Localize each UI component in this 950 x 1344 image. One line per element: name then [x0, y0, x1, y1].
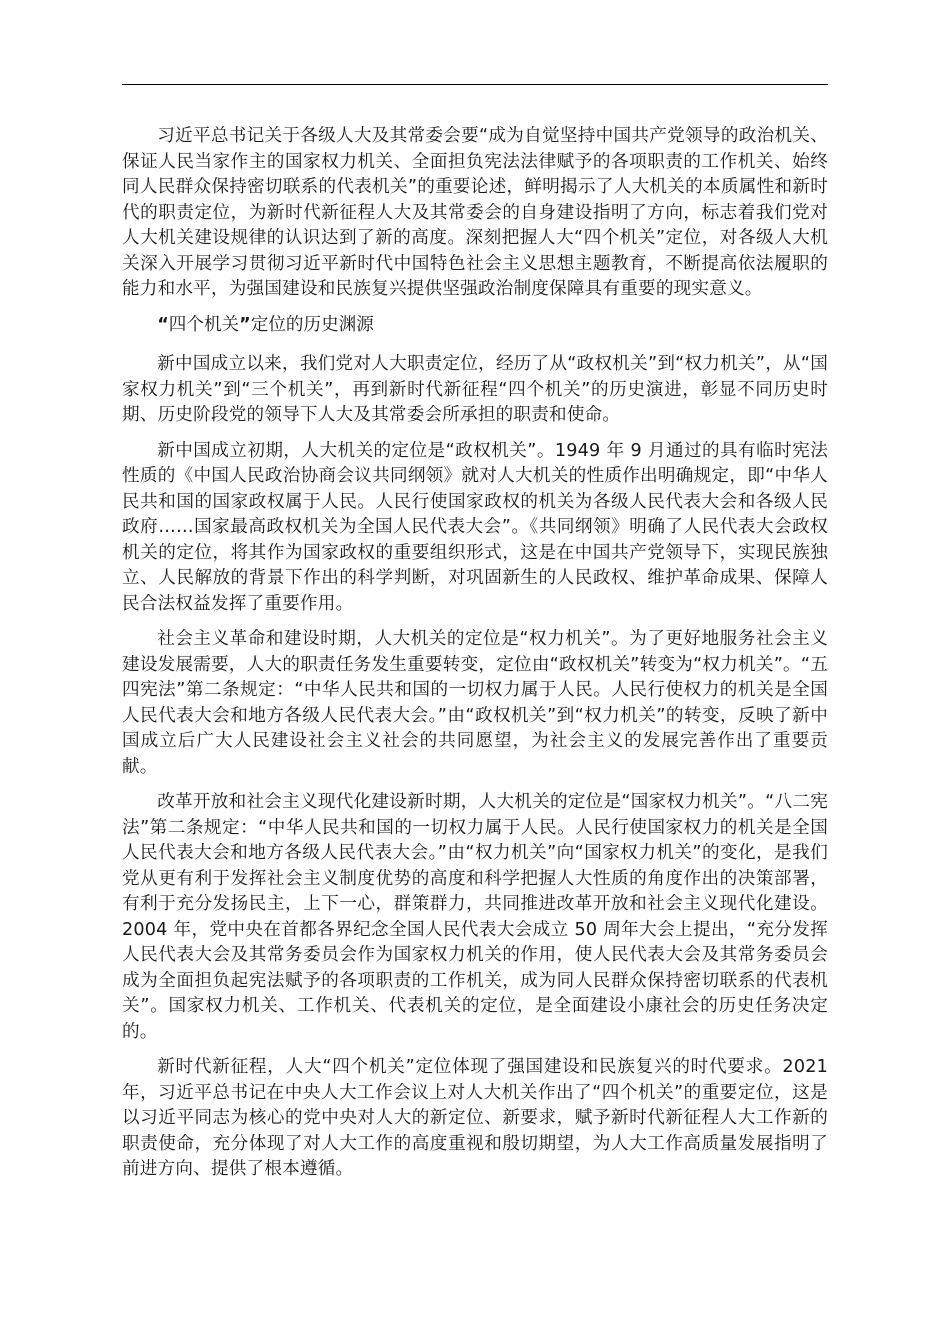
- heading-rest: 定位的历史渊源: [250, 314, 374, 335]
- body-paragraph-2: 新中国成立初期，人大机关的定位是“政权机关”。1949 年 9 月通过的具有临时宪法性质的《中国人民政治协商会议共同纲领》就对人大机关的性质作出明确规定，即“中华人民共和国的国家政权属于人民。人民行使国家政权的机关为各级人民代表大会和各级人民政府……国家最高政权机关为全国人民代表大会”。《共同纲领》明确了人民代表大会政权机关的定位，将其作为国家政权的重要组织形式，这是在中国共产党领导下，实现民族独立、人民解放的背景下作出的科学判断，对巩固新生的人民政权、维护革命成果、保障人民合法权益发挥了重要作用。: [122, 440, 828, 614]
- body-paragraph-3: 社会主义革命和建设时期，人大机关的定位是“权力机关”。为了更好地服务社会主义建设发展需要，人大的职责任务发生重要转变，定位由“政权机关”转变为“权力机关”。“五四宪法”第二条规定：“中华人民共和国的一切权力属于人民。人民行使权力的机关是全国人民代表大会和地方各级人民代表大会。”由“政权机关”到“权力机关”的转变，反映了新中国成立后广大人民建设社会主义社会的共同愿望，为社会主义的发展完善作出了重要贡献。: [122, 629, 828, 777]
- body-paragraph-5: 新时代新征程，人大“四个机关”定位体现了强国建设和民族复兴的时代要求。2021 年，习近平总书记在中央人大工作会议上对人大机关作出了“四个机关”的重要定位，这是以习近平同志为核心的党中央对人大的新定位、新要求，赋予新时代新征程人大工作新的职责使命，充分体现了对人大工作的高度重视和殷切期望，为人大工作高质量发展指明了前进方向、提供了根本遵循。: [122, 1057, 828, 1179]
- header-rule: [122, 84, 828, 85]
- section-heading: [122, 313, 828, 339]
- article-body: [122, 124, 828, 1193]
- body-paragraph-1: 新中国成立以来，我们党对人大职责定位，经历了从“政权机关”到“权力机关”，从“国家权力机关”到“三个机关”，再到新时代新征程“四个机关”的历史演进，彰显不同历史时期、历史阶段党的领导下人大及其常委会所承担的职责和使命。: [122, 354, 828, 425]
- heading-close-quote: ”: [239, 314, 251, 335]
- body-paragraph-4: 改革开放和社会主义现代化建设新时期，人大机关的定位是“国家权力机关”。“八二宪法”第二条规定：“中华人民共和国的一切权力属于人民。人民行使国家权力的机关是全国人民代表大会和地方各级人民代表大会。”由“权力机关”向“国家权力机关”的变化，是我们党从更有利于发挥社会主义制度优势的高度和科学把握人大性质的角度作出的决策部署，有利于充分发扬民主，上下一心，群策群力，共同推进改革开放和社会主义现代化建设。2004 年，党中央在首都各界纪念全国人民代表大会成立 50 周年大会上提出，“充分发挥人民代表大会及其常务委员会作为国家权力机关的作用，使人民代表大会及其常务委员会成为全面担负起宪法赋予的各项职责的工作机关，成为同人民群众保持密切联系的代表机关”。国家权力机关、工作机关、代表机关的定位，是全面建设小康社会的历史任务决定的。: [122, 792, 828, 1042]
- intro-paragraph: 习近平总书记关于各级人大及其常委会要“成为自觉坚持中国共产党领导的政治机关、保证人民当家作主的国家权力机关、全面担负宪法法律赋予的各项职责的工作机关、始终同人民群众保持密切联系的代表机关”的重要论述，鲜明揭示了人大机关的本质属性和新时代的职责定位，为新时代新征程人大及其常委会的自身建设指明了方向，标志着我们党对人大机关建设规律的认识达到了新的高度。深刻把握人大“四个机关”定位，对各级人大机关深入开展学习贯彻习近平新时代中国特色社会主义思想主题教育，不断提高依法履职的能力和水平，为强国建设和民族复兴提供坚强政治制度保障具有重要的现实意义。: [122, 126, 828, 299]
- heading-middle: 四个机关: [168, 314, 240, 335]
- heading-open-quote: “: [157, 314, 169, 335]
